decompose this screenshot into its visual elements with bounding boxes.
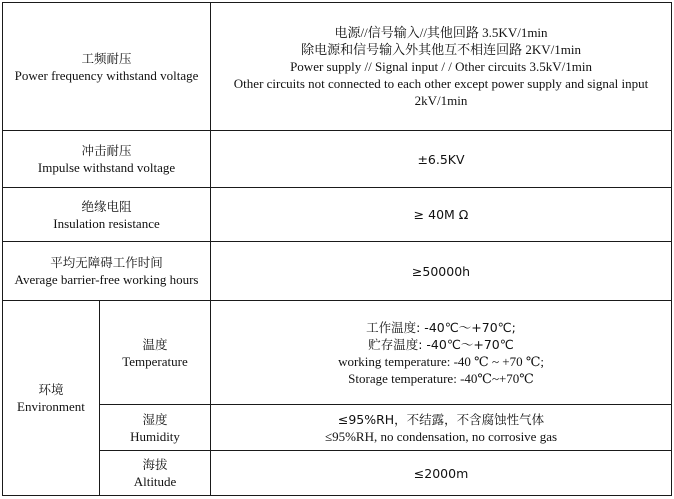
value-cell-humidity — [211, 405, 672, 451]
row-impulse — [3, 131, 672, 188]
label-zh: 湿度 — [142, 411, 168, 427]
value-cell-mtbf — [211, 242, 672, 301]
spec-table — [2, 2, 672, 496]
label-en: Altitude — [133, 474, 177, 489]
label-en: Power frequency withstand voltage — [14, 67, 199, 83]
label-cell-mtbf — [3, 242, 211, 301]
label-cell-temperature — [100, 301, 211, 405]
label-cell-impulse — [3, 131, 211, 188]
value-line: 除电源和信号输入外其他互不相连回路 2KV/1min — [301, 42, 581, 57]
label-cell-humidity — [100, 405, 211, 451]
label-cell-insulation — [3, 188, 211, 242]
value-line: ≤95%RH，不结露，不含腐蚀性气体 — [337, 411, 545, 427]
label-cell-power-frequency — [3, 3, 211, 131]
label-en: Temperature — [122, 353, 188, 369]
label-zh: 海拔 — [142, 457, 168, 472]
label-zh: 平均无障碍工作时间 — [50, 255, 163, 270]
value-line: 贮存温度: -40℃～+70℃ — [368, 336, 514, 352]
label-en: Average barrier-free working hours — [14, 272, 199, 287]
value-line: 工作温度: -40℃～+70℃; — [366, 319, 516, 335]
value-cell-temperature — [211, 301, 672, 405]
value: ±6.5KV — [417, 151, 465, 167]
label-en: Humidity — [130, 428, 180, 444]
label-zh: 绝缘电阻 — [81, 198, 132, 214]
value-line: Other circuits not connected to each other except power supply and signal input 2kV/1min — [233, 76, 649, 108]
value: ≥50000h — [411, 263, 471, 279]
label-cell-environment — [3, 301, 100, 496]
value-line: 电源//信号输入//其他回路 3.5KV/1min — [334, 25, 548, 40]
row-humidity — [3, 405, 672, 451]
label-en: Environment — [17, 399, 85, 414]
label-en: Impulse withstand voltage — [37, 160, 176, 175]
value-cell-impulse — [211, 131, 672, 188]
value: ≥ 40M Ω — [413, 207, 469, 222]
value-line: working temperature: -40 ℃ ~ +70 ℃; — [338, 353, 544, 369]
value-cell-power-frequency — [211, 3, 672, 131]
value-cell-altitude — [211, 451, 672, 496]
label-cell-altitude — [100, 451, 211, 496]
label-zh: 冲击耐压 — [81, 143, 132, 158]
label-en: Insulation resistance — [53, 215, 160, 231]
label-zh: 温度 — [142, 336, 168, 352]
value-line: Storage temperature: -40℃~+70℃ — [348, 370, 534, 386]
row-altitude — [3, 451, 672, 496]
row-temperature — [3, 301, 672, 405]
value: ≤2000m — [413, 465, 469, 481]
label-zh: 工频耐压 — [81, 50, 132, 66]
value-line: ≤95%RH, no condensation, no corrosive gas — [324, 428, 558, 444]
value-line: Power supply // Signal input / / Other circuits 3.5kV/1min — [290, 59, 592, 74]
value-cell-insulation — [211, 188, 672, 242]
row-insulation — [3, 188, 672, 242]
label-zh: 环境 — [38, 382, 64, 397]
row-power-frequency — [3, 3, 672, 131]
row-mtbf — [3, 242, 672, 301]
